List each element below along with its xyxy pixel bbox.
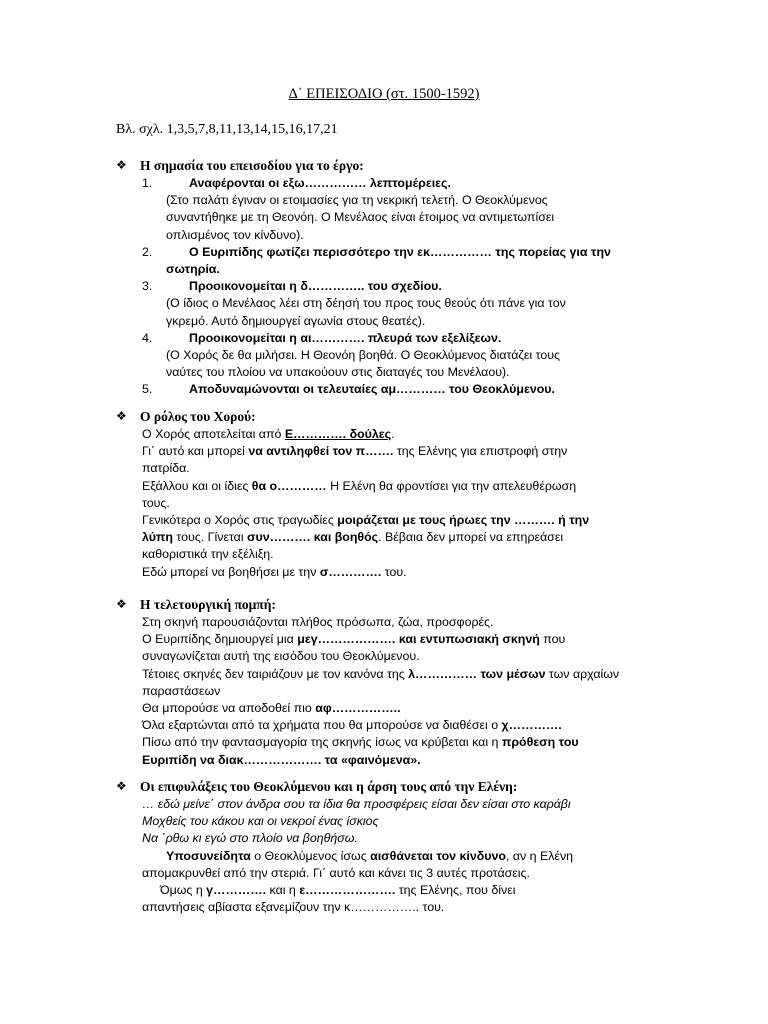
diamond-bullet-icon: ❖ [116,158,127,172]
section-heading [116,156,676,175]
text-run: πρόθεση του [501,735,579,750]
text-run: αισθάνεται τον κίνδυνο [370,848,506,863]
text-run: Ε…………. δούλες [284,427,392,441]
text-line: απομακρυνθεί από την στεριά. Γι΄ αυτό και κάνει τις 3 αυτές προτάσεις. [142,865,530,880]
text-run: Η Ελένη θα φροντίσει για την απελευθέρωση [326,478,577,493]
text-run: . [391,427,395,441]
text-run: ε…………………. [299,882,396,897]
item-number: 3. [142,279,153,294]
item-text: Αναφέρονται οι εξω…………… λεπτομέρειες. [189,176,451,190]
text-run: και η [266,882,300,897]
text-line: καθοριστικά την εξέλιξη. [142,547,274,562]
text-run: Όμως η [160,882,207,897]
item-note: οπλισμένος τον κίνδυνο). [166,227,304,242]
quote-line: … εδώ μείνε΄ στον άνδρα σου τα ίδια θα προσφέρεις είσαι δεν είσαι στο καράβι [142,797,571,811]
text-line [116,478,676,495]
text-run: . Βέβαια δεν μπορεί να επηρεάσει [378,530,564,545]
text-line: πατρίδα. [142,461,190,476]
text-run: λύπη [142,530,173,545]
text-run: θα ο………… [251,478,327,493]
text-run: λ…………… [408,666,478,681]
text-line: τους. [142,495,170,510]
text-line [116,443,676,460]
text-run: μεγ………………. [297,632,396,647]
text-line [116,700,676,717]
item-number: 1. [142,176,153,190]
text-run: που [539,632,566,647]
text-run: μοιράζεται με τους ήρωες την ………. [337,512,555,527]
item-number: 2. [142,244,153,259]
text-run: Τέτοιες σκηνές δεν ταιριάζουν με τον κανόνα της [142,666,409,681]
text-run: να αντιληφθεί τον π……. [248,444,394,459]
item-note: (Ο Χορός δε θα μιλήσει. Η Θεονόη βοηθά. Ο Θεοκλύμενος διατάζει τους [166,347,560,362]
text-run: και εντυπωσιακή σκηνή [398,632,540,647]
heading-text: Οι επιφυλάξεις του Θεοκλύμενου και η άρση τους από την Ελένη: [140,779,518,794]
text-line [116,717,676,734]
item-note: (Στο παλάτι έγιναν οι ετοιμασίες για τη νεκρική τελετή. Ο Θεοκλύμενος [166,193,548,208]
text-run: Ο Ευριπίδης δημιουργεί μια [142,632,298,647]
item-note: συναντήθηκε με τη Θεονόη. Ο Μενέλαος είναι έτοιμος να αντιμετωπίσει [166,210,555,225]
text-line [116,529,676,546]
text-line [116,426,676,443]
text-run: των μέσων [480,666,546,681]
text-run: γ…………. [206,882,267,897]
text-run: Υποσυνείδητα [166,848,251,863]
item-text-cont: σωτηρία. [166,261,220,276]
diamond-bullet-icon: ❖ [116,779,127,793]
text-line [116,564,676,581]
text-run: Γενικότερα ο Χορός στις τραγωδίες [142,512,338,527]
quote-line: Μοχθείς του κάκου και οι νεκροί ένας ίσκιος [142,814,379,829]
item-text: Ο Ευριπίδης φωτίζει περισσότερο την εκ…………… της πορείας για την [189,244,611,259]
text-run: Πίσω από την φαντασμαγορία της σκηνής ίσως να κρύβεται και η [142,735,502,750]
text-line [116,882,716,899]
page-title: Δ΄ ΕΠΕΙΣΟΔΙΟ (στ. 1500-1592) [288,86,480,102]
text-run: ο Θεοκλύμενος ίσως [250,848,371,863]
list-item [116,175,676,192]
text-run: αφ…………….. [315,700,401,715]
section-significance [116,156,676,398]
text-run: Ευριπίδη να διακ………………. [142,752,322,767]
section-chorus-role [116,407,676,581]
heading-text: Η σημασία του επεισοδίου για το έργο: [140,158,364,173]
text-line: απαντήσεις αβίαστα εξανεμίζουν την κ…………….. του. [142,900,445,915]
item-number: 4. [142,330,153,345]
item-note: γκρεμό. Αυτό δημιουργεί αγωνία στους θεατές). [166,313,426,328]
section-ritual-procession [116,595,676,769]
text-run: ή την [558,512,590,527]
heading-text: Ο ρόλος του Χορού: [140,409,256,424]
text-run: χ…………. [501,718,562,733]
quote-line: Να ΄ρθω κι εγώ στο πλοίο να βοηθήσω. [142,831,358,846]
heading-text: Η τελετουργική πομπή: [140,597,276,612]
text-run: Εξάλλου και οι ίδιες [142,478,252,493]
text-run: , αν η Ελένη [505,848,574,863]
text-run: τα «φαινόμενα». [324,752,421,767]
list-item [116,244,676,261]
text-line: παραστάσεων [142,683,221,698]
text-line [116,752,676,769]
reference-line: Βλ. σχλ. 1,3,5,7,8,11,13,14,15,16,17,21 [116,122,338,137]
text-run: των αρχαίων [545,666,620,681]
text-run: της Ελένης για επιστροφή στην [393,444,568,459]
section-heading [116,777,716,796]
text-line: Στη σκηνή παρουσιάζονται πλήθος πρόσωπα, ζώα, προσφορές. [142,615,494,629]
text-run: συν………. [247,530,311,545]
list-item [116,330,676,347]
text-run: Θα μπορούσε να αποδοθεί πιο [142,700,316,715]
text-run: του. [381,564,407,579]
item-text: Προοικονομείται η δ………….. του σχεδίου. [189,279,442,294]
text-run: Εδώ μπορεί να βοηθήσει με την [142,564,320,579]
diamond-bullet-icon: ❖ [116,409,127,423]
text-run: τους. Γίνεται [172,530,248,545]
text-line [116,734,676,751]
text-line [116,631,676,648]
text-line [116,512,676,529]
section-heading [116,407,676,426]
item-number: 5. [142,382,153,397]
item-note: (Ο ίδιος ο Μενέλαος λέει στη δέησή του προς τους θεούς ότι πάνε για τον [166,296,566,311]
text-run: Γι΄ αυτό και μπορεί [142,444,249,459]
section-heading [116,595,676,614]
text-line [116,848,716,865]
text-run: σ…………. [319,564,382,579]
text-run: Όλα εξαρτώνται από τα χρήματα που θα μπορούσε να διαθέσει ο [142,718,502,733]
item-text: Προοικονομείται η αι…………. πλευρά των εξελίξεων. [189,330,502,345]
text-line [116,666,676,683]
text-run: και βοηθός [313,530,379,545]
diamond-bullet-icon: ❖ [116,597,127,611]
text-run: Ο Χορός αποτελείται από [142,427,285,441]
section-theoclymenus-reservations [116,777,716,916]
item-text: Αποδυναμώνονται οι τελευταίες αμ………… του Θεοκλύμενου. [189,382,555,397]
text-line: συναγωνίζεται αυτή της εισόδου του Θεοκλύμενου. [142,649,420,664]
text-run: της Ελένης, που δίνει [395,882,516,897]
item-note: ναύτες του πλοίου να υπακούουν στις διαταγές του Μενέλαου). [166,365,510,380]
list-item [116,278,676,295]
list-item [116,381,676,398]
